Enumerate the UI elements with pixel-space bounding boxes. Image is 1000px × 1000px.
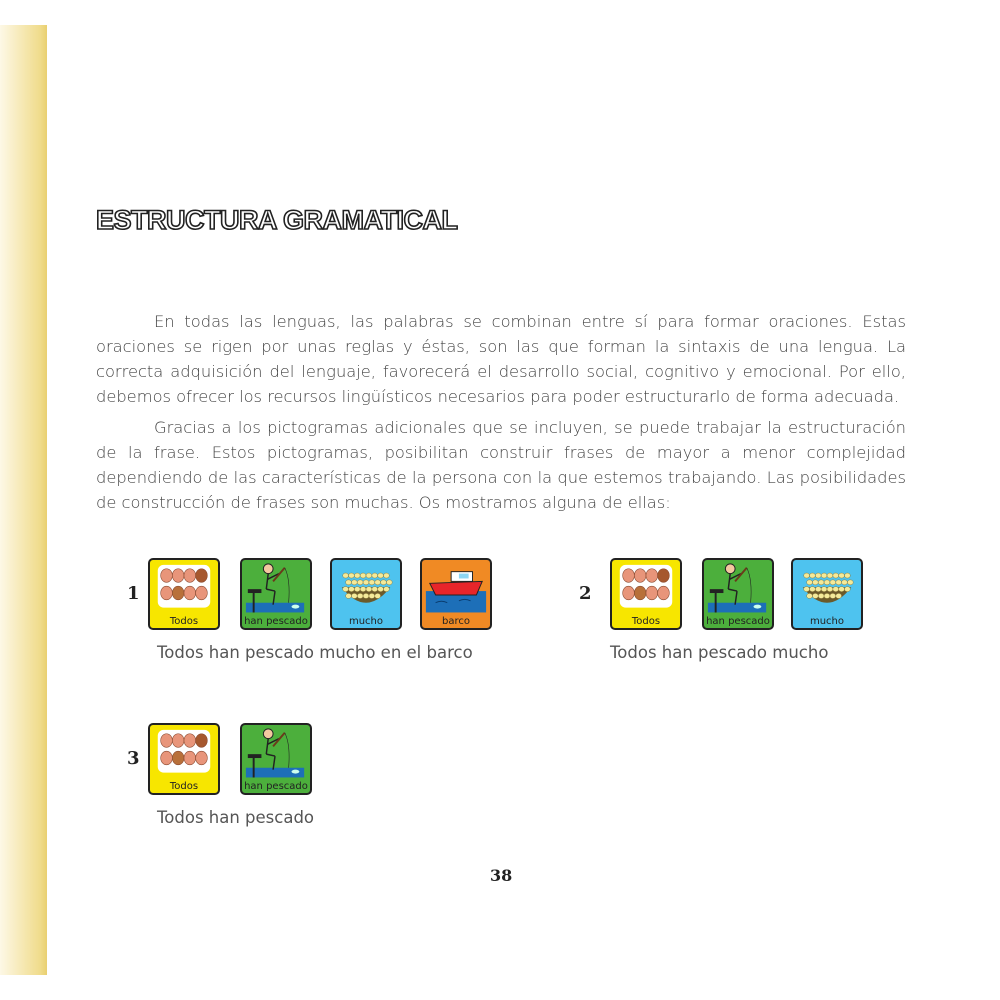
pictogram-barco [420,558,492,630]
paragraph: Gracias a los pictogramas adicionales que se incluyen, se puede trabajar la estructuración de la frase. Estos pictogramas, posibilitan construir frases de mayor a menor complejidad dependiendo de las características de la persona con la que estemos trabajando. Las posibilidades de construcción de frases son muchas. Os mostramos alguna de ellas: [96,418,906,512]
example-sentence: Todos han pescado mucho en el barco [157,643,473,662]
example-sentence: Todos han pescado mucho [610,643,829,662]
pictogram-mucho [330,558,402,630]
page-number: 38 [490,866,513,885]
example-sentence: Todos han pescado [157,808,315,827]
pictogram-label: han pescado [244,616,308,627]
body-text [96,309,906,521]
pictogram-han-pescado [240,558,312,630]
pictogram-han-pescado [702,558,774,630]
pictogram-label: barco [442,616,470,627]
pictogram-mucho [791,558,863,630]
example-number: 1 [127,583,140,604]
page-edge-gradient [0,25,47,975]
example-number: 3 [127,748,140,769]
page-title: ESTRUCTURA GRAMATICAL [96,205,458,235]
pictogram-label: Todos [169,616,199,627]
pictogram-label: mucho [348,616,384,627]
pictogram-label: mucho [809,616,845,627]
pictogram-Todos [148,723,220,795]
pictogram-han-pescado [240,723,312,795]
pictogram-label: han pescado [244,781,308,792]
pictogram-Todos [148,558,220,630]
pictogram-label: han pescado [706,616,770,627]
pictogram-label: Todos [631,616,661,627]
pictogram-label: Todos [169,781,199,792]
paragraph: En todas las lenguas, las palabras se combinan entre sí para formar oraciones. Estas oraciones se rigen por unas reglas y éstas, son las que forman la sintaxis de una lengua. La correcta adquisición del lenguaje, favorecerá el desarrollo social, cognitivo y emocional. Por ello, debemos ofrecer los recursos lingüísticos necesarios para poder estructurarlo de forma adecuada. [96,312,906,406]
example-number: 2 [579,583,592,604]
pictogram-Todos [610,558,682,630]
